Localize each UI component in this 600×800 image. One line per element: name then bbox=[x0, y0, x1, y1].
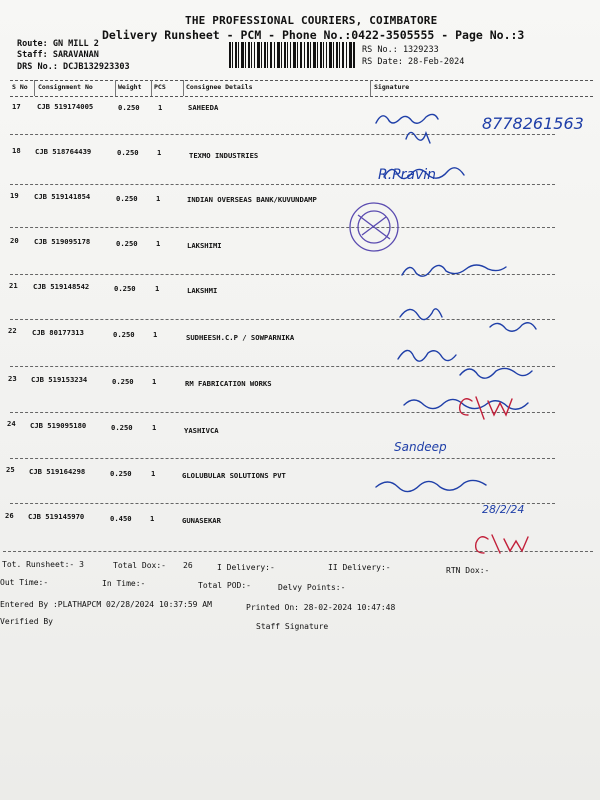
col-header-weight: Weight bbox=[118, 83, 142, 91]
row-consignment: CJB 80177313 bbox=[32, 328, 84, 337]
row-sno: 20 bbox=[10, 236, 19, 245]
row-sno: 17 bbox=[12, 102, 21, 111]
ii-delivery: II Delivery:- bbox=[328, 563, 391, 572]
row-consignee: LAKSHMI bbox=[187, 286, 218, 295]
total-dox-value: 26 bbox=[183, 561, 193, 570]
total-runsheet: Tot. Runsheet:- 3 bbox=[2, 560, 84, 569]
in-time: In Time:- bbox=[102, 579, 146, 588]
signature-scribble bbox=[376, 114, 438, 123]
staff-signature-label: Staff Signature bbox=[256, 622, 329, 631]
col-header-sno: S No bbox=[12, 83, 28, 91]
row-weight: 0.250 bbox=[117, 148, 139, 157]
row-separator bbox=[3, 551, 593, 552]
company-name: THE PROFESSIONAL COURIERS, COIMBATORE bbox=[185, 14, 438, 27]
signature-scribble bbox=[490, 323, 536, 332]
row-consignee: INDIAN OVERSEAS BANK/KUVUNDAMP bbox=[187, 195, 317, 204]
row-weight: 0.250 bbox=[116, 194, 138, 203]
row-consignee: RM FABRICATION WORKS bbox=[185, 379, 272, 388]
signature-scribble bbox=[376, 480, 486, 491]
printed-on: Printed On: 28-02-2024 10:47:48 bbox=[246, 603, 396, 612]
row-sno: 18 bbox=[12, 146, 21, 155]
row-weight: 0.250 bbox=[111, 423, 133, 432]
column-divider bbox=[34, 80, 35, 96]
row-consignment: CJB 519145970 bbox=[28, 512, 85, 521]
staff-label: Staff: SARAVANAN bbox=[17, 50, 99, 60]
row-weight: 0.250 bbox=[113, 330, 135, 339]
delivery-points: Delvy Points:- bbox=[278, 583, 346, 592]
row-consignee: TEXMO INDUSTRIES bbox=[189, 151, 259, 160]
row-weight: 0.250 bbox=[114, 284, 136, 293]
row-sno: 26 bbox=[5, 511, 14, 520]
row-consignment: CJB 519148542 bbox=[33, 282, 90, 291]
row-pcs: 1 bbox=[156, 239, 161, 248]
total-pod: Total POD:- bbox=[198, 581, 251, 590]
row-consignment: CJB 519141854 bbox=[34, 192, 91, 201]
row-pcs: 1 bbox=[152, 423, 157, 432]
handwritten-phone: 8778261563 bbox=[482, 114, 584, 133]
signature-scribble bbox=[402, 265, 506, 276]
row-sno: 19 bbox=[10, 191, 19, 200]
verified-by: Verified By bbox=[0, 617, 53, 626]
signature-scribble bbox=[398, 350, 456, 361]
handwritten-name: Sandeep bbox=[394, 440, 447, 454]
handwritten-name: R.Pravin bbox=[378, 167, 437, 183]
signature-scribble bbox=[406, 132, 430, 143]
row-weight: 0.250 bbox=[112, 377, 134, 386]
column-divider bbox=[183, 80, 184, 96]
handwritten-signatures bbox=[370, 105, 600, 545]
row-weight: 0.450 bbox=[110, 514, 132, 523]
row-pcs: 1 bbox=[152, 377, 157, 386]
signature-scribble bbox=[460, 368, 532, 378]
entered-by: Entered By :PLATHAPCM 02/28/2024 10:37:59 AM bbox=[0, 600, 212, 609]
column-divider bbox=[151, 80, 152, 96]
i-delivery: I Delivery:- bbox=[217, 563, 275, 572]
out-time: Out Time:- bbox=[0, 578, 49, 587]
handwritten-date: 28/2/24 bbox=[482, 503, 525, 516]
column-divider bbox=[115, 80, 116, 96]
col-header-consignee: Consignee Details bbox=[186, 83, 253, 91]
row-weight: 0.250 bbox=[110, 469, 132, 478]
row-pcs: 1 bbox=[151, 469, 156, 478]
rs-date: RS Date: 28-Feb-2024 bbox=[362, 57, 465, 67]
row-consignment: CJB 518764439 bbox=[35, 147, 92, 156]
col-header-pcs: PCS bbox=[154, 83, 166, 91]
row-pcs: 1 bbox=[155, 284, 160, 293]
row-consignee: GUNASEKAR bbox=[182, 516, 221, 525]
runsheet-title: Delivery Runsheet - PCM - Phone No.:0422-3505555 - Page No.:3 bbox=[102, 28, 525, 42]
row-weight: 0.250 bbox=[118, 103, 140, 112]
row-consignee: SUDHEESH.C.P / SOWPARNIKA bbox=[186, 333, 295, 342]
rtn-dox: RTN Dox:- bbox=[446, 566, 490, 575]
row-pcs: 1 bbox=[153, 330, 158, 339]
row-sno: 22 bbox=[8, 326, 17, 335]
table-header-bar bbox=[10, 80, 593, 97]
row-pcs: 1 bbox=[150, 514, 155, 523]
row-consignee: GLOLUBULAR SOLUTIONS PVT bbox=[182, 471, 286, 480]
row-sno: 24 bbox=[7, 419, 16, 428]
row-consignment: CJB 519095180 bbox=[30, 421, 87, 430]
row-sno: 21 bbox=[9, 281, 18, 290]
row-sno: 23 bbox=[8, 374, 17, 383]
row-consignee: SAHEEDA bbox=[188, 103, 219, 112]
barcode bbox=[229, 42, 355, 68]
row-pcs: 1 bbox=[158, 103, 163, 112]
col-header-signature: Signature bbox=[374, 83, 410, 91]
row-consignment: CJB 519174005 bbox=[37, 102, 94, 111]
column-divider bbox=[370, 80, 371, 96]
drs-number: DRS No.: DCJB132923303 bbox=[17, 62, 130, 72]
signature-scribble bbox=[400, 309, 442, 320]
row-consignment: CJB 519095178 bbox=[34, 237, 91, 246]
route-label: Route: GN MILL 2 bbox=[17, 39, 99, 49]
row-consignment: CJB 519164298 bbox=[29, 467, 86, 476]
rs-number: RS No.: 1329233 bbox=[362, 45, 439, 55]
total-dox-label: Total Dox:- bbox=[113, 561, 166, 570]
col-header-consignment: Consignment No bbox=[38, 83, 93, 91]
row-consignee: YASHIVCA bbox=[184, 426, 219, 435]
row-sno: 25 bbox=[6, 465, 15, 474]
row-consignee: LAKSHIMI bbox=[187, 241, 222, 250]
row-pcs: 1 bbox=[156, 194, 161, 203]
row-pcs: 1 bbox=[157, 148, 162, 157]
row-weight: 0.250 bbox=[116, 239, 138, 248]
row-consignment: CJB 519153234 bbox=[31, 375, 88, 384]
